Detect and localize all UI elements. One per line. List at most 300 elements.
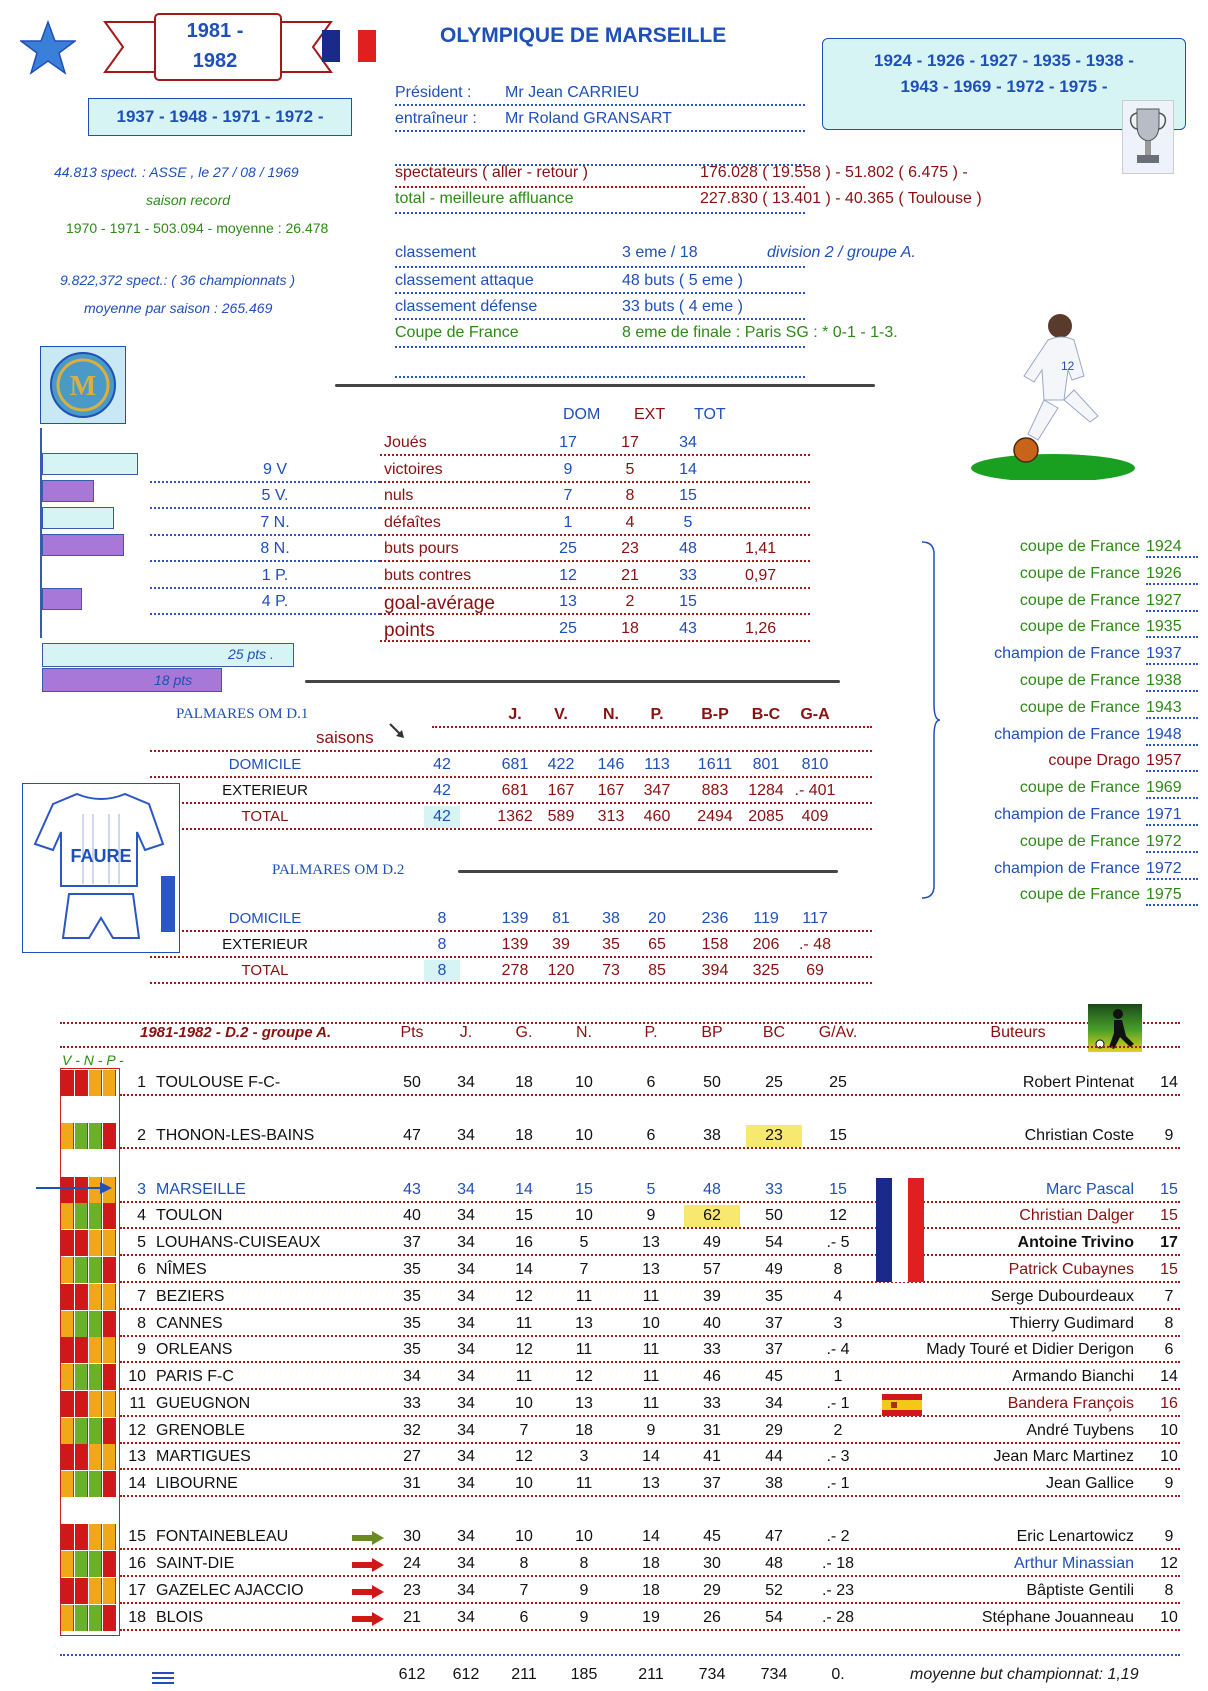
- palmares-value: 394: [701, 962, 729, 979]
- team-scorer: Christian Dalger: [1019, 1207, 1134, 1224]
- form-cell: [89, 1391, 102, 1417]
- team-stat: 33: [703, 1341, 721, 1358]
- palmares-value: 65: [648, 936, 666, 953]
- stat-tot: 15: [679, 487, 697, 504]
- team-stat: 8: [579, 1555, 589, 1572]
- team-stat: 8: [833, 1261, 843, 1278]
- vnp-legend-text: V - N - P -: [62, 1052, 124, 1068]
- team-stat: 10: [515, 1475, 533, 1492]
- team-stat: 34: [403, 1368, 421, 1385]
- form-cell: [103, 1123, 116, 1149]
- league-header: N.: [576, 1024, 592, 1041]
- season-line1: 1981 -: [186, 20, 244, 42]
- team-scorer: Armando Bianchi: [1012, 1368, 1134, 1385]
- team-stat: 24: [403, 1555, 421, 1572]
- team-stat: 4: [833, 1288, 843, 1305]
- stat-ext: 5: [625, 460, 635, 478]
- team-stat: 23: [403, 1582, 421, 1599]
- palmares-value: 810: [801, 756, 829, 773]
- form-cell: [61, 1230, 74, 1256]
- palmares-d2-title: PALMARES OM D.2: [272, 862, 405, 878]
- star-icon: [20, 20, 76, 81]
- team-stat: 39: [703, 1288, 721, 1305]
- team-name: BEZIERS: [156, 1288, 225, 1305]
- team-stat: 34: [457, 1315, 475, 1332]
- trophy-name: champion de France: [994, 725, 1140, 743]
- trophy-year: 1937: [1146, 645, 1182, 663]
- team-position: 10: [128, 1368, 146, 1385]
- team-stat: 31: [703, 1422, 721, 1439]
- form-cell: [103, 1391, 116, 1417]
- team-stat: 41: [703, 1448, 721, 1465]
- season-record-label: saison record: [146, 192, 231, 208]
- team-stat: 18: [642, 1555, 660, 1572]
- team-scorer-goals: 9: [1164, 1127, 1174, 1144]
- league-header: J.: [459, 1024, 473, 1041]
- trophy-year: 1938: [1146, 672, 1182, 689]
- palmares-value: 409: [801, 808, 829, 825]
- points-ext-label: 18 pts: [154, 672, 193, 688]
- team-position: 9: [137, 1341, 146, 1358]
- team-name: SAINT-DIE: [156, 1555, 235, 1572]
- palmares-value: 1611: [697, 756, 733, 773]
- team-stat: 12: [829, 1207, 847, 1224]
- team-position: 16: [128, 1555, 146, 1572]
- team-scorer: Jean Marc Martinez: [993, 1448, 1134, 1465]
- equals-icon: [152, 1672, 174, 1684]
- stat-ext: 17: [621, 434, 639, 451]
- palmares-seasons: 42: [424, 806, 460, 828]
- team-stat: 21: [403, 1609, 421, 1626]
- form-cell: [61, 1551, 74, 1577]
- form-cell: [61, 1284, 74, 1310]
- palmares-value: 422: [547, 756, 575, 773]
- trophy-year: 1972: [1146, 832, 1182, 850]
- form-cell: [103, 1364, 116, 1390]
- stat-ext: 2: [625, 593, 635, 610]
- spectators-label: spectateurs ( aller - retour ): [395, 164, 588, 181]
- team-stat: 12: [515, 1448, 533, 1465]
- marseille-pointer-arrow: [34, 1181, 114, 1200]
- team-scorer-goals: 6: [1164, 1341, 1174, 1358]
- stat-tot: 43: [679, 619, 697, 637]
- form-cell: [61, 1444, 74, 1470]
- relegation-arrow-icon: [352, 1585, 384, 1604]
- team-stat: 34: [457, 1422, 475, 1439]
- stat-label: points: [384, 619, 435, 641]
- stat-label: goal-avérage: [384, 593, 495, 614]
- season-record-value: 1970 - 1971 - 503.094 - moyenne : 26.478: [66, 220, 329, 236]
- team-stat: 62: [684, 1205, 740, 1227]
- separator-line: [335, 384, 875, 387]
- team-stat: 30: [703, 1555, 721, 1572]
- team-stat: 45: [765, 1368, 783, 1385]
- palmares-row-label: DOMICILE: [228, 756, 302, 773]
- team-stat: 25: [829, 1074, 847, 1091]
- palmares-value: 313: [597, 808, 625, 825]
- svg-text:M: M: [69, 371, 97, 402]
- palmares-value: 167: [597, 782, 625, 799]
- palmares-value: .- 48: [798, 936, 831, 953]
- cup-label: Coupe de France: [395, 324, 519, 341]
- team-stat: 34: [457, 1261, 475, 1278]
- stat-tot: 34: [679, 434, 697, 451]
- form-cell: [75, 1284, 88, 1310]
- stat-label: buts contres: [384, 566, 472, 584]
- team-stat: 10: [642, 1315, 660, 1332]
- team-stat: 48: [765, 1555, 783, 1572]
- trophy-name: coupe de France: [1019, 779, 1140, 797]
- team-stat: 3: [833, 1315, 843, 1332]
- team-position: 4: [137, 1207, 146, 1224]
- stat-dom: 7: [563, 487, 573, 504]
- team-scorer-goals: 15: [1160, 1181, 1178, 1198]
- team-stat: 38: [703, 1127, 721, 1144]
- palmares-value: 325: [752, 962, 780, 979]
- league-total: 734: [760, 1666, 788, 1683]
- team-stat: 7: [519, 1422, 529, 1439]
- total-value: 227.830 ( 13.401 ) - 40.365 ( Toulouse ): [700, 190, 982, 207]
- team-stat: 2: [833, 1422, 843, 1439]
- team-stat: 34: [457, 1368, 475, 1385]
- trophy-year: 1969: [1146, 779, 1182, 797]
- svg-text:12: 12: [1061, 359, 1075, 373]
- team-position: 1: [137, 1074, 146, 1091]
- team-stat: 11: [642, 1395, 660, 1412]
- form-cell: [103, 1578, 116, 1604]
- form-cell: [103, 1311, 116, 1337]
- palmares-value: 139: [501, 910, 529, 927]
- palmares-seasons: 8: [424, 960, 460, 982]
- team-name: GAZELEC AJACCIO: [156, 1582, 304, 1599]
- team-stat: .- 5: [826, 1234, 850, 1251]
- palmares-header: N.: [603, 706, 619, 723]
- stat-label: défaîtes: [384, 513, 441, 531]
- team-stat: 33: [765, 1181, 783, 1198]
- stat-dom: 12: [559, 566, 577, 584]
- stat-header-ext: EXT: [634, 406, 666, 423]
- team-stat: 35: [403, 1261, 421, 1278]
- team-stat: 14: [642, 1528, 660, 1545]
- team-scorer-goals: 16: [1160, 1395, 1178, 1412]
- league-total: 734: [698, 1666, 726, 1683]
- team-stat: 10: [575, 1207, 593, 1224]
- bar-points-ext: [42, 668, 222, 692]
- palmares-value: 113: [644, 756, 670, 773]
- team-stat: 12: [515, 1341, 533, 1358]
- vnp-legend: [62, 1052, 124, 1068]
- palmares-value: 1284: [748, 782, 784, 799]
- relegation-arrow-icon: [352, 1558, 384, 1577]
- form-cell: [89, 1524, 102, 1550]
- team-stat: 11: [575, 1475, 593, 1492]
- trophy-name: champion de France: [994, 645, 1140, 663]
- team-scorer-goals: 8: [1164, 1315, 1174, 1332]
- trophy-icon: [1122, 100, 1174, 174]
- trophy-year: 1972: [1146, 859, 1182, 877]
- president-name: Mr Jean CARRIEU: [505, 84, 640, 101]
- stat-extra: 1,41: [745, 540, 777, 557]
- palmares-row-label: TOTAL: [241, 962, 289, 979]
- team-stat: 27: [403, 1448, 421, 1465]
- stat-dom: 25: [559, 619, 577, 637]
- team-stat: 11: [575, 1288, 593, 1305]
- form-cell: [75, 1070, 88, 1096]
- form-cell: [89, 1364, 102, 1390]
- form-cell: [75, 1471, 88, 1497]
- palmares-header: B-C: [751, 706, 781, 723]
- form-cell: [61, 1524, 74, 1550]
- team-scorer: Arthur Minassian: [1013, 1555, 1134, 1572]
- team-scorer: Stéphane Jouanneau: [981, 1609, 1134, 1626]
- team-name: ORLEANS: [156, 1341, 233, 1358]
- palmares-header: B-P: [701, 706, 729, 723]
- team-name: FONTAINEBLEAU: [156, 1528, 289, 1545]
- team-stat: 34: [457, 1448, 475, 1465]
- palmares-value: 73: [602, 962, 620, 979]
- stat-label: victoires: [384, 460, 443, 478]
- palmares-value: 589: [547, 808, 575, 825]
- team-stat: 10: [515, 1395, 533, 1412]
- palmares-header: G-A: [800, 706, 830, 723]
- palmares-value: 39: [552, 936, 570, 953]
- trophy-year: 1943: [1146, 698, 1182, 716]
- form-cell: [89, 1551, 102, 1577]
- trophy-year: 1948: [1146, 725, 1182, 743]
- team-scorer-goals: 12: [1160, 1555, 1178, 1572]
- palmares-seasons: 8: [437, 936, 447, 953]
- team-stat: 13: [642, 1261, 660, 1278]
- form-cell: [61, 1364, 74, 1390]
- team-stat: 34: [765, 1395, 783, 1412]
- stat-tot: 14: [679, 460, 697, 478]
- team-stat: 30: [403, 1528, 421, 1545]
- form-cell: [75, 1391, 88, 1417]
- bar-victories-ext: [42, 480, 94, 502]
- trophy-name: coupe de France: [1019, 591, 1140, 609]
- football-player-icon: [968, 308, 1138, 480]
- defense-label: classement défense: [395, 298, 538, 315]
- league-total: 211: [638, 1666, 664, 1683]
- team-stat: 25: [765, 1074, 783, 1091]
- team-stat: 29: [703, 1582, 721, 1599]
- stat-header-tot: TOT: [694, 406, 726, 423]
- team-stat: 9: [646, 1422, 656, 1439]
- league-total: 612: [398, 1666, 426, 1683]
- form-cell: [75, 1418, 88, 1444]
- team-stat: 34: [457, 1074, 475, 1091]
- palmares-value: 146: [597, 756, 625, 773]
- stat-label: buts pours: [384, 540, 459, 557]
- jersey-icon: [22, 783, 180, 953]
- trophy-name: champion de France: [994, 859, 1140, 877]
- palmares-seasons: 8: [437, 910, 447, 927]
- stat-ext: 23: [621, 540, 639, 557]
- team-stat: 34: [457, 1288, 475, 1305]
- stat-tot: 5: [683, 513, 693, 531]
- stat-left-label: 1 P.: [261, 566, 289, 584]
- team-name: BLOIS: [156, 1609, 204, 1626]
- form-cell: [103, 1284, 116, 1310]
- coach-label: entraîneur :: [395, 110, 477, 127]
- form-cell: [89, 1203, 102, 1229]
- team-stat: 3: [579, 1448, 589, 1465]
- palmares-value: 167: [547, 782, 575, 799]
- team-stat: 18: [515, 1127, 533, 1144]
- trophy-name: coupe de France: [1019, 618, 1140, 636]
- team-position: 11: [129, 1395, 146, 1412]
- relegation-arrow-icon: [352, 1612, 384, 1631]
- form-cell: [103, 1524, 116, 1550]
- form-cell: [61, 1311, 74, 1337]
- form-cell: [103, 1418, 116, 1444]
- team-stat: 7: [579, 1261, 589, 1278]
- form-cell: [103, 1551, 116, 1577]
- team-stat: 40: [703, 1315, 721, 1332]
- om-logo-icon: [40, 346, 126, 424]
- team-stat: 31: [403, 1475, 421, 1492]
- league-average: moyenne but championnat: 1,19: [910, 1666, 1139, 1683]
- team-stat: 9: [646, 1207, 656, 1224]
- team-stat: 37: [403, 1234, 421, 1251]
- team-stat: 34: [457, 1555, 475, 1572]
- team-name: MARSEILLE: [156, 1181, 246, 1198]
- team-scorer: Jean Gallice: [1045, 1475, 1134, 1492]
- team-scorer-goals: 15: [1160, 1261, 1178, 1278]
- trophy-name: coupe de France: [1019, 672, 1140, 689]
- form-cell: [103, 1444, 116, 1470]
- stat-ext: 21: [621, 566, 639, 584]
- league-header: Pts: [400, 1024, 424, 1041]
- average-per-season: moyenne par saison : 265.469: [84, 300, 273, 316]
- palmares-header: J.: [508, 706, 522, 723]
- team-scorer: André Tuybens: [1026, 1422, 1134, 1439]
- jersey-sponsor-label: FAURE: [70, 846, 132, 866]
- palmares-value: 801: [752, 756, 780, 773]
- palmares-value: .- 401: [794, 782, 836, 799]
- team-stat: 34: [457, 1234, 475, 1251]
- bar-draws-dom: [42, 507, 114, 529]
- form-cell: [75, 1364, 88, 1390]
- team-stat: 6: [646, 1074, 656, 1091]
- relegation-arrow-icon: [352, 1531, 384, 1550]
- stat-ext: 4: [625, 513, 635, 531]
- team-stat: 48: [703, 1181, 721, 1198]
- team-stat: 45: [703, 1528, 721, 1545]
- team-stat: 15: [829, 1181, 847, 1198]
- team-name: MARTIGUES: [156, 1448, 251, 1465]
- team-stat: 5: [646, 1181, 656, 1198]
- league-header: BP: [701, 1024, 723, 1041]
- team-stat: 52: [765, 1582, 783, 1599]
- palmares-header: P.: [650, 706, 664, 723]
- team-stat: 33: [403, 1395, 421, 1412]
- form-cell: [61, 1070, 74, 1096]
- trophy-year: 1924: [1146, 538, 1182, 555]
- form-cell: [61, 1418, 74, 1444]
- stat-tot: 15: [679, 593, 697, 610]
- separator-line: [305, 680, 840, 683]
- form-cell: [61, 1257, 74, 1283]
- form-cell: [61, 1471, 74, 1497]
- france-flag-icon: [876, 1178, 924, 1282]
- team-stat: 34: [457, 1582, 475, 1599]
- palmares-value: 69: [806, 962, 824, 979]
- palmares-value: 278: [501, 962, 529, 979]
- form-cell: [75, 1337, 88, 1363]
- team-stat: 54: [765, 1234, 783, 1251]
- team-position: 2: [137, 1127, 146, 1144]
- team-name: GUEUGNON: [156, 1395, 251, 1412]
- trophy-year: 1975: [1146, 886, 1182, 904]
- team-scorer: Robert Pintenat: [1022, 1074, 1134, 1091]
- league-total: 612: [452, 1666, 480, 1683]
- team-scorer: Christian Coste: [1024, 1127, 1134, 1144]
- form-cell: [89, 1605, 102, 1631]
- league-total: 0.: [831, 1666, 845, 1683]
- palmares-value: 2494: [697, 808, 733, 825]
- separator-line: [458, 870, 838, 873]
- team-name: NÎMES: [156, 1261, 207, 1278]
- team-stat: 10: [575, 1528, 593, 1545]
- team-stat: 50: [703, 1074, 721, 1091]
- form-cell: [75, 1257, 88, 1283]
- years-right-line1: 1924 - 1926 - 1927 - 1935 - 1938 -: [874, 51, 1134, 70]
- france-flag-icon: [322, 30, 376, 62]
- palmares-d1-title: PALMARES OM D.1: [176, 706, 309, 722]
- team-stat: 35: [403, 1288, 421, 1305]
- palmares-value: 119: [753, 910, 779, 927]
- bar-draws-ext: [42, 534, 124, 556]
- form-cell: [103, 1203, 116, 1229]
- team-position: 12: [128, 1422, 146, 1439]
- form-cell: [75, 1311, 88, 1337]
- form-cell: [89, 1230, 102, 1256]
- team-stat: 34: [457, 1609, 475, 1626]
- team-stat: 13: [575, 1315, 593, 1332]
- trophy-name: coupe de France: [1019, 698, 1140, 716]
- team-position: 13: [128, 1448, 146, 1465]
- team-position: 18: [128, 1609, 146, 1626]
- team-scorer: Marc Pascal: [1045, 1181, 1134, 1198]
- record-attendance: 44.813 spect. : ASSE , le 27 / 08 / 1969: [54, 164, 299, 180]
- stat-left-label: 5 V.: [261, 487, 289, 504]
- stat-dom: 17: [559, 434, 577, 451]
- palmares-value: 35: [602, 936, 620, 953]
- stat-dom: 13: [559, 593, 577, 610]
- team-stat: 34: [457, 1127, 475, 1144]
- palmares-value: 681: [501, 756, 529, 773]
- team-stat: .- 18: [821, 1555, 854, 1572]
- team-name: THONON-LES-BAINS: [156, 1127, 315, 1144]
- team-stat: .- 1: [826, 1475, 850, 1492]
- team-scorer: Patrick Cubaynes: [1008, 1261, 1134, 1278]
- team-stat: 7: [519, 1582, 529, 1599]
- team-position: 3: [137, 1181, 146, 1198]
- team-position: 6: [137, 1261, 146, 1278]
- palmares-value: 85: [648, 962, 666, 979]
- trophy-year: 1935: [1146, 618, 1182, 636]
- coach-name: Mr Roland GRANSART: [505, 110, 672, 127]
- team-stat: 50: [403, 1074, 421, 1091]
- form-cell: [89, 1337, 102, 1363]
- trophy-year: 1971: [1146, 806, 1182, 823]
- palmares-value: 347: [643, 782, 671, 799]
- years-right-line2: 1943 - 1969 - 1972 - 1975 -: [900, 77, 1108, 96]
- team-stat: .- 2: [826, 1528, 850, 1545]
- team-scorer: Serge Dubourdeaux: [990, 1288, 1134, 1305]
- form-cell: [75, 1230, 88, 1256]
